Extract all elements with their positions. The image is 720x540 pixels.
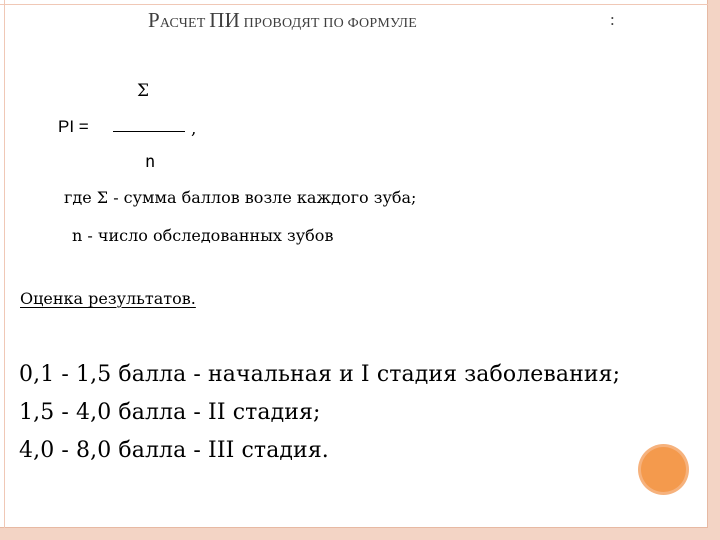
decorative-left-line [4, 0, 5, 528]
title-rest-1: АСЧЕТ [159, 16, 210, 31]
formula-left-side: PI = [58, 117, 89, 136]
explanation-sum: где Σ - сумма баллов возле каждого зуба; [64, 188, 417, 207]
title-rest-2: ПРОВОДЯТ ПО ФОРМУЛЕ [239, 16, 417, 31]
title-cap-letter: Р [148, 8, 160, 32]
formula-comma: , [191, 119, 197, 139]
formula-sigma: Σ [137, 81, 150, 101]
result-line-3: 4,0 - 8,0 балла - III стадия. [19, 438, 329, 463]
result-line-2: 1,5 - 4,0 балла - II стадия; [19, 400, 321, 425]
result-line-1: 0,1 - 1,5 балла - начальная и I стадия заболевания; [19, 362, 621, 387]
evaluation-heading: Оценка результатов. [20, 289, 196, 308]
formula-denominator: n [145, 152, 156, 172]
slide-title [148, 8, 668, 48]
title-colon: : [610, 10, 615, 29]
title-pi: ПИ [209, 8, 240, 32]
decorative-top-line [0, 4, 708, 5]
title-text [148, 8, 417, 33]
fraction-bar [113, 131, 185, 132]
explanation-n: n - число обследованных зубов [72, 226, 334, 245]
orange-circle-icon [641, 447, 686, 492]
